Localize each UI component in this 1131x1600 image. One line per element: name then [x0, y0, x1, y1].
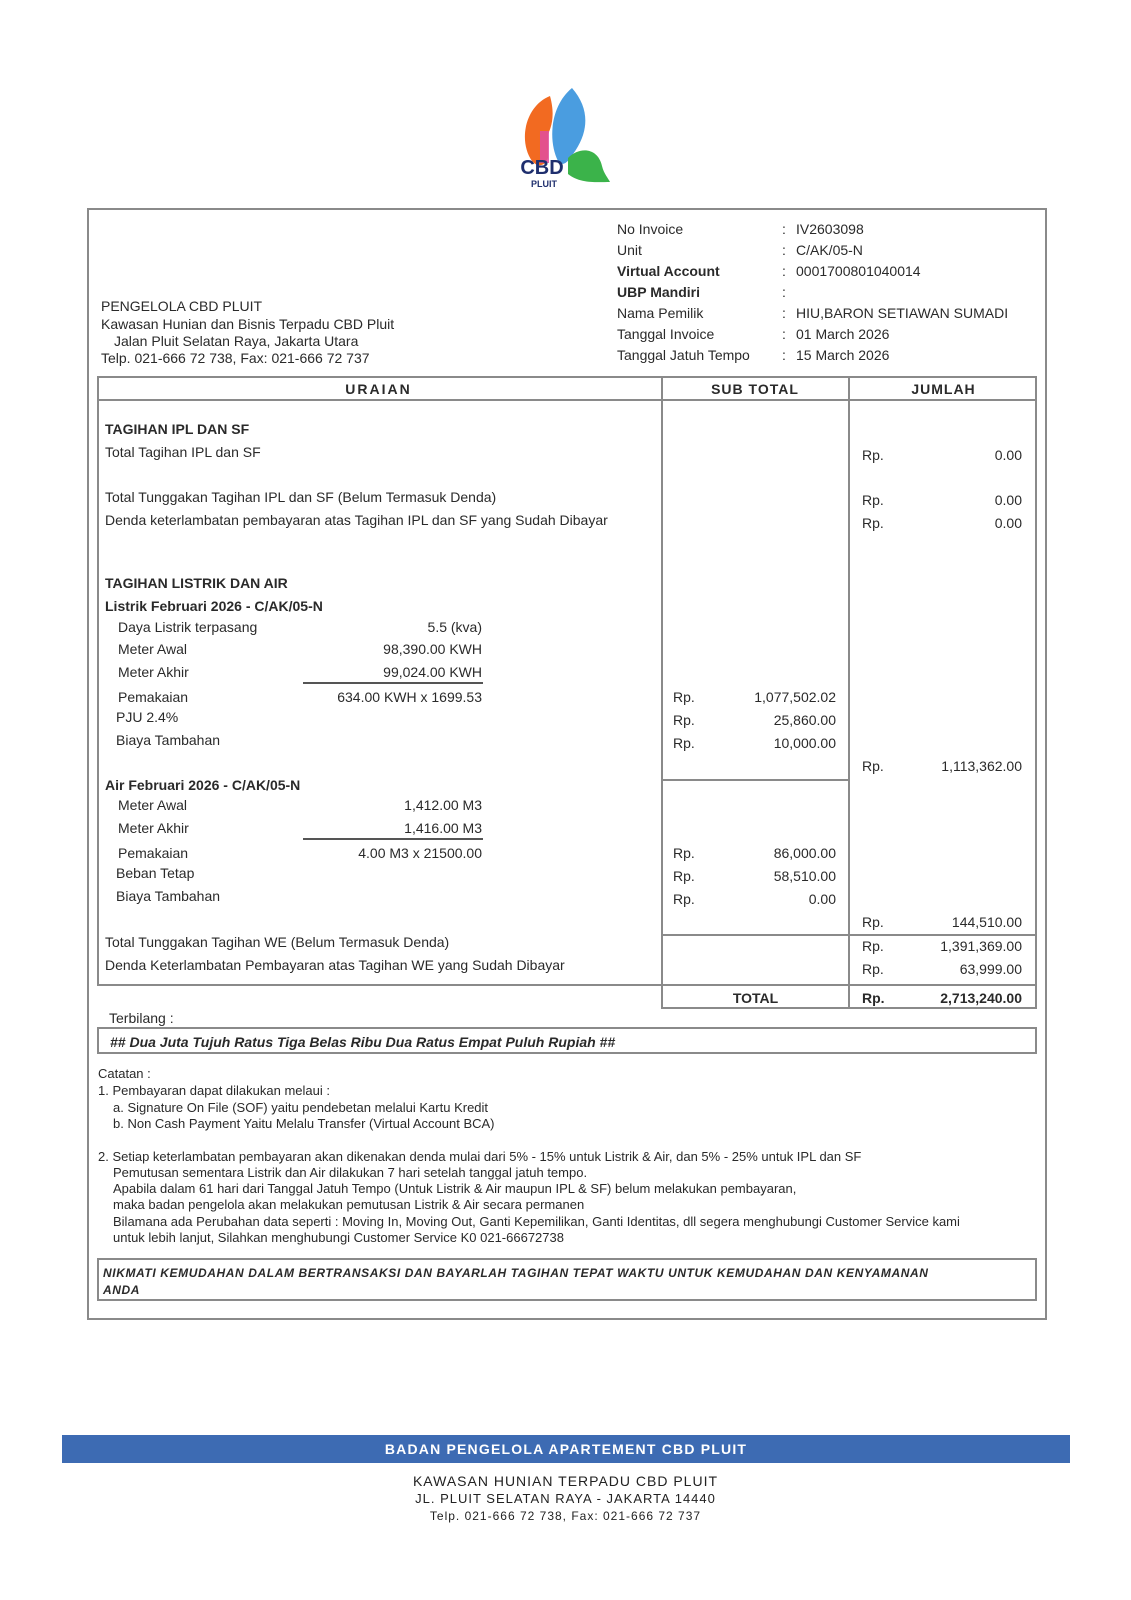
total-row-top [661, 984, 1037, 986]
table-border-left [97, 376, 99, 986]
subtotal-divider-1 [661, 779, 850, 781]
footer-line-1: KAWASAN HUNIAN TERPADU CBD PLUIT [412, 1473, 719, 1489]
listrik-meter-awal-value: 98,390.00 KWH [383, 641, 482, 657]
invoice-info-label: Nama Pemilik [617, 305, 704, 321]
catatan-line: Pemutusan sementara Listrik dan Air dilakukan 7 hari setelah tanggal jatuh tempo. [113, 1165, 588, 1180]
air-beban-currency: Rp. [673, 868, 695, 884]
invoice-info-label: Unit [617, 242, 642, 258]
invoice-info-value: 15 March 2026 [796, 347, 890, 363]
header-subtotal: SUB TOTAL [711, 381, 799, 397]
invoice-info-separator: : [782, 242, 786, 258]
invoice-info-value: IV2603098 [796, 221, 864, 237]
company-line-2: Jalan Pluit Selatan Raya, Jakarta Utara [114, 333, 359, 349]
subtotal-divider-2 [661, 934, 1037, 936]
air-beban-label: Beban Tetap [116, 865, 195, 881]
ipl-tunggakan-currency: Rp. [862, 492, 884, 508]
company-line-3: Telp. 021-666 72 738, Fax: 021-666 72 737 [101, 350, 370, 366]
air-pemakaian-subtotal: 86,000.00 [773, 845, 836, 861]
air-pemakaian-label: Pemakaian [118, 845, 189, 861]
air-biaya-label: Biaya Tambahan [116, 888, 221, 904]
invoice-info-label: Tanggal Jatuh Tempo [617, 347, 750, 363]
air-meter-akhir-label: Meter Akhir [118, 820, 189, 836]
listrik-meter-awal-label: Meter Awal [118, 641, 187, 657]
terbilang-label: Terbilang : [109, 1010, 174, 1026]
air-meter-awal-label: Meter Awal [118, 797, 187, 813]
ipl-total-value: 0.00 [994, 447, 1022, 463]
invoice-info-label: UBP Mandiri [617, 284, 700, 300]
listrik-biaya-currency: Rp. [673, 735, 695, 751]
svg-text:CBD: CBD [520, 157, 564, 179]
catatan-line: 1. Pembayaran dapat dilakukan melaui : [98, 1083, 330, 1098]
ipl-total-label: Total Tagihan IPL dan SF [105, 444, 261, 460]
listrik-pemakaian-value: 634.00 KWH x 1699.53 [337, 689, 482, 705]
header-jumlah: JUMLAH [911, 381, 976, 397]
air-meter-underline [303, 838, 483, 840]
catatan-line: Bilamana ada Perubahan data seperti : Moving In, Moving Out, Ganti Kepemilikan, Ganti Identitas, dll segera menghubungi Customer Service kami [113, 1214, 960, 1229]
footer-line-3: Telp. 021-666 72 738, Fax: 021-666 72 737 [429, 1509, 702, 1523]
ipl-tunggakan-value: 0.00 [994, 492, 1022, 508]
slogan-line-2: ANDA [103, 1283, 141, 1297]
invoice-info-separator: : [782, 347, 786, 363]
listrik-biaya-subtotal: 10,000.00 [773, 735, 836, 751]
invoice-info-label: Virtual Account [617, 263, 720, 279]
air-pemakaian-value: 4.00 M3 x 21500.00 [358, 845, 482, 861]
listrik-air-section-title: TAGIHAN LISTRIK DAN AIR [105, 575, 288, 591]
invoice-info-value: HIU,BARON SETIAWAN SUMADI [796, 305, 1009, 321]
company-line-1: Kawasan Hunian dan Bisnis Terpadu CBD Pluit [101, 316, 395, 332]
table-border-bottom-uraian [97, 984, 663, 986]
total-label: TOTAL [732, 990, 779, 1006]
ipl-tunggakan-label: Total Tunggakan Tagihan IPL dan SF (Belum Termasuk Denda) [105, 489, 497, 505]
footer-banner: BADAN PENGELOLA APARTEMENT CBD PLUIT [62, 1435, 1070, 1463]
cbd-pluit-logo [510, 86, 622, 196]
air-meter-akhir-value: 1,416.00 M3 [404, 820, 482, 836]
invoice-info-separator: : [782, 263, 786, 279]
we-denda-label: Denda Keterlambatan Pembayaran atas Tagihan WE yang Sudah Dibayar [105, 957, 565, 973]
listrik-pemakaian-label: Pemakaian [118, 689, 189, 705]
total-row-bottom [661, 1007, 1037, 1009]
leaf-logo-icon [510, 86, 622, 196]
listrik-biaya-label: Biaya Tambahan [116, 732, 221, 748]
we-tunggakan-currency: Rp. [862, 938, 884, 954]
listrik-meter-akhir-label: Meter Akhir [118, 664, 189, 680]
catatan-line: maka badan pengelola akan melakukan pemutusan Listrik & Air secara permanen [113, 1197, 585, 1212]
invoice-info-label: No Invoice [617, 221, 684, 237]
air-biaya-currency: Rp. [673, 891, 695, 907]
air-jumlah-value: 144,510.00 [951, 914, 1022, 930]
ipl-denda-currency: Rp. [862, 515, 884, 531]
invoice-info-label: Tanggal Invoice [617, 326, 715, 342]
we-tunggakan-value: 1,391,369.00 [940, 938, 1022, 954]
catatan-title: Catatan : [98, 1066, 151, 1081]
listrik-meter-akhir-value: 99,024.00 KWH [383, 664, 482, 680]
subtotal-col-left [661, 376, 663, 1008]
total-currency: Rp. [862, 990, 885, 1006]
listrik-pemakaian-subtotal: 1,077,502.02 [754, 689, 836, 705]
catatan-line: b. Non Cash Payment Yaitu Melalu Transfer (Virtual Account BCA) [113, 1116, 495, 1131]
header-uraian: URAIAN [345, 381, 412, 397]
air-title: Air Februari 2026 - C/AK/05-N [105, 777, 301, 793]
invoice-info-separator: : [782, 284, 786, 300]
listrik-daya-value: 5.5 (kva) [427, 619, 482, 635]
air-beban-subtotal: 58,510.00 [773, 868, 836, 884]
catatan-line: 2. Setiap keterlambatan pembayaran akan dikenakan denda mulai dari 5% - 15% untuk Listrik & Air, dan 5% - 25% untuk IPL dan SF [98, 1149, 862, 1164]
we-denda-value: 63,999.00 [959, 961, 1022, 977]
air-meter-awal-value: 1,412.00 M3 [404, 797, 482, 813]
subtotal-col-right [848, 376, 850, 1008]
listrik-pju-subtotal: 25,860.00 [773, 712, 836, 728]
catatan-line: untuk lebih lanjut, Silahkan menghubungi Customer Service K0 021-66672738 [113, 1230, 564, 1245]
total-value: 2,713,240.00 [940, 990, 1022, 1006]
ipl-denda-label: Denda keterlambatan pembayaran atas Tagihan IPL dan SF yang Sudah Dibayar [105, 512, 608, 528]
ipl-total-currency: Rp. [862, 447, 884, 463]
catatan-line: a. Signature On File (SOF) yaitu pendebetan melalui Kartu Kredit [113, 1100, 489, 1115]
listrik-daya-label: Daya Listrik terpasang [118, 619, 258, 635]
svg-text:PLUIT: PLUIT [531, 179, 557, 189]
invoice-info-separator: : [782, 221, 786, 237]
listrik-title: Listrik Februari 2026 - C/AK/05-N [105, 598, 323, 614]
we-tunggakan-label: Total Tunggakan Tagihan WE (Belum Termasuk Denda) [105, 934, 450, 950]
invoice-info-value: 0001700801040014 [796, 263, 921, 279]
listrik-meter-underline [303, 682, 483, 684]
slogan-line-1: NIKMATI KEMUDAHAN DALAM BERTRANSAKSI DAN BAYARLAH TAGIHAN TEPAT WAKTU UNTUK KEMUDAHAN DAN KENYAMANAN [103, 1266, 929, 1280]
listrik-pju-label: PJU 2.4% [116, 709, 179, 725]
we-denda-currency: Rp. [862, 961, 884, 977]
listrik-jumlah-currency: Rp. [862, 758, 884, 774]
invoice-info-value: C/AK/05-N [796, 242, 863, 258]
ipl-section-title: TAGIHAN IPL DAN SF [105, 421, 250, 437]
listrik-pemakaian-currency: Rp. [673, 689, 695, 705]
invoice-info-value: 01 March 2026 [796, 326, 890, 342]
air-biaya-subtotal: 0.00 [808, 891, 836, 907]
company-name: PENGELOLA CBD PLUIT [101, 298, 263, 314]
listrik-jumlah-value: 1,113,362.00 [941, 758, 1022, 774]
footer-line-2: JL. PLUIT SELATAN RAYA - JAKARTA 14440 [415, 1491, 716, 1506]
air-jumlah-currency: Rp. [862, 914, 884, 930]
invoice-info-separator: : [782, 326, 786, 342]
terbilang-text: ## Dua Juta Tujuh Ratus Tiga Belas Ribu Dua Ratus Empat Puluh Rupiah ## [110, 1034, 616, 1050]
catatan-line: Apabila dalam 61 hari dari Tanggal Jatuh Tempo (Untuk Listrik & Air maupun IPL & SF) belum melakukan pembayaran, [113, 1181, 797, 1196]
listrik-pju-currency: Rp. [673, 712, 695, 728]
table-border-right [1035, 376, 1037, 1008]
ipl-denda-value: 0.00 [994, 515, 1022, 531]
invoice-info-separator: : [782, 305, 786, 321]
air-pemakaian-currency: Rp. [673, 845, 695, 861]
